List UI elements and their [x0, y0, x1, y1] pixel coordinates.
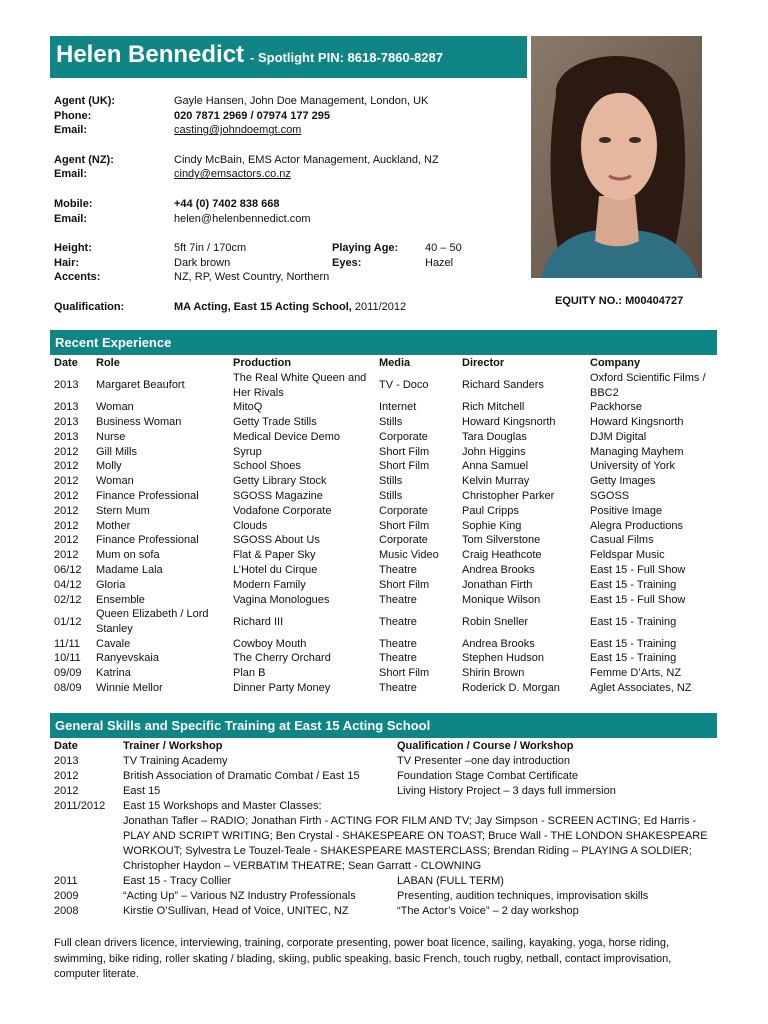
cell-production: Cowboy Mouth	[233, 637, 307, 650]
cell-production: Richard III	[233, 615, 284, 628]
cell-production: The Cherry Orchard	[233, 652, 331, 665]
col-date: Date	[54, 357, 78, 369]
cell-director: Howard Kingsnorth	[462, 416, 556, 429]
col-role: Role	[96, 357, 120, 369]
cell-company: DJM Digital	[590, 430, 647, 443]
skills-row	[54, 784, 718, 799]
skills-header-row	[54, 739, 718, 754]
agent-nz-value: Cindy McBain, EMS Actor Management, Auckland, NZ	[174, 153, 439, 166]
cell-production: Modern Family	[233, 578, 306, 591]
cell-director: Jonathan Firth	[462, 578, 533, 591]
cell-media: Internet	[379, 401, 417, 414]
cell-production: Flat & Paper Sky	[233, 549, 316, 562]
phone-label: Phone:	[54, 109, 92, 122]
eyes-value: Hazel	[425, 256, 454, 269]
table-row	[54, 548, 718, 563]
table-row	[54, 593, 718, 608]
cell-media: Short Film	[379, 667, 430, 680]
cell-date: 2012	[54, 445, 79, 458]
skills-trainer: East 15 Workshops and Master Classes:	[123, 800, 322, 812]
cell-company: East 15 - Full Show	[590, 593, 686, 606]
cell-date: 08/09	[54, 682, 82, 695]
skills-training-list	[54, 739, 718, 919]
table-row	[54, 474, 718, 489]
cell-director: Rich Mitchell	[462, 401, 525, 414]
skills-date: 2008	[54, 905, 79, 917]
cell-role: Gill Mills	[96, 445, 137, 458]
table-row	[54, 519, 718, 534]
cell-director: Tara Douglas	[462, 430, 527, 443]
cell-role: Winnie Mellor	[96, 682, 163, 695]
cell-role: Finance Professional	[96, 490, 199, 503]
cell-media: Theatre	[379, 593, 417, 606]
cell-production: Clouds	[233, 519, 268, 532]
experience-header-row	[54, 356, 718, 371]
cell-director: Paul Cripps	[462, 504, 519, 517]
skills-qualification: “The Actor’s Voice” – 2 day workshop	[397, 905, 579, 917]
cell-role: Queen Elizabeth / Lord Stanley	[96, 608, 209, 635]
cell-role: Stern Mum	[96, 504, 150, 517]
cell-production: Syrup	[233, 445, 262, 458]
cell-director: John Higgins	[462, 445, 526, 458]
cell-media: Corporate	[379, 504, 428, 517]
cell-role: Woman	[96, 401, 134, 414]
cell-date: 2012	[54, 490, 79, 503]
cell-company: East 15 - Training	[590, 652, 677, 665]
email-nz-label: Email:	[54, 168, 88, 181]
playing-age-value: 40 – 50	[425, 242, 462, 255]
cell-media: Short Film	[379, 460, 430, 473]
skills-qualification: Presenting, audition techniques, improvisation skills	[397, 890, 649, 902]
cell-role: Business Woman	[96, 416, 182, 429]
table-row	[54, 445, 718, 460]
cell-media: Short Film	[379, 578, 430, 591]
cell-production: Vodafone Corporate	[233, 504, 332, 517]
cell-director: Shirin Brown	[462, 667, 525, 680]
skills-date: 2011/2012	[54, 800, 106, 812]
skills-training-heading: General Skills and Specific Training at East 15 Acting School	[50, 713, 717, 738]
table-row	[54, 637, 718, 652]
cell-director: Robin Sneller	[462, 615, 529, 628]
col-company: Company	[590, 357, 641, 369]
cell-date: 11/11	[54, 637, 80, 650]
cell-date: 06/12	[54, 564, 82, 577]
hair-value: Dark brown	[174, 256, 231, 269]
eyes-label: Eyes:	[332, 256, 362, 269]
cell-company: Alegra Productions	[590, 519, 683, 532]
skills-row	[54, 799, 718, 814]
cell-company: Howard Kingsnorth	[590, 416, 684, 429]
skills-trainer: East 15 - Tracy Collier	[123, 875, 232, 887]
skills-trainer: Kirstie O’Sullivan, Head of Voice, UNITEC, NZ	[123, 905, 349, 917]
table-row	[54, 371, 718, 400]
cell-director: Stephen Hudson	[462, 652, 544, 665]
cell-role: Ranyevskaia	[96, 652, 159, 665]
table-row	[54, 400, 718, 415]
skills-date: 2011	[54, 875, 78, 887]
cell-role: Mother	[96, 519, 131, 532]
skills-qualification: TV Presenter –one day introduction	[397, 755, 571, 767]
cell-role: Ensemble	[96, 593, 145, 606]
table-row	[54, 489, 718, 504]
cell-role: Margaret Beaufort	[96, 379, 185, 392]
email-uk-link[interactable]: casting@johndoemgt.com	[174, 124, 302, 137]
cell-media: Theatre	[379, 615, 417, 628]
qualification-years: 2011/2012	[351, 300, 407, 313]
cell-company: Getty Images	[590, 475, 656, 488]
skills-trainer: East 15	[123, 785, 161, 797]
cell-date: 2012	[54, 519, 79, 532]
spotlight-pin: - Spotlight PIN: 8618-7860-8287	[250, 50, 443, 65]
email-personal-label: Email:	[54, 212, 88, 225]
name-banner	[50, 36, 527, 78]
qualification-degree: MA Acting, East 15 Acting School,	[174, 300, 352, 313]
cell-production: Getty Library Stock	[233, 475, 327, 488]
table-row	[54, 607, 718, 636]
skills-row	[54, 904, 718, 919]
cell-date: 2012	[54, 475, 79, 488]
cell-date: 09/09	[54, 667, 82, 680]
table-row	[54, 681, 718, 696]
cell-media: Theatre	[379, 637, 417, 650]
cell-media: Stills	[379, 416, 403, 429]
cell-role: Woman	[96, 475, 134, 488]
skills-date: 2009	[54, 890, 79, 902]
cell-date: 2012	[54, 504, 79, 517]
actor-name: Helen Bennedict	[56, 41, 245, 68]
cell-production: Getty Trade Stills	[233, 416, 317, 429]
cell-date: 2013	[54, 379, 79, 392]
cell-media: Corporate	[379, 534, 428, 547]
cell-company: SGOSS	[590, 490, 630, 503]
cell-company: Feldspar Music	[590, 549, 665, 562]
skills-col-qualification: Qualification / Course / Workshop	[397, 740, 574, 752]
skills-row	[54, 874, 718, 889]
accents-label: Accents:	[54, 271, 101, 284]
cell-media: Corporate	[379, 430, 428, 443]
mobile-value: +44 (0) 7402 838 668	[174, 197, 280, 210]
cell-production: SGOSS About Us	[233, 534, 320, 547]
cell-media: Short Film	[379, 519, 430, 532]
qualification-value	[174, 300, 406, 315]
cell-director: Anna Samuel	[462, 460, 529, 473]
cell-production: Dinner Party Money	[233, 682, 331, 695]
table-row	[54, 459, 718, 474]
mobile-label: Mobile:	[54, 197, 93, 210]
cell-media: Stills	[379, 490, 403, 503]
cell-media: Theatre	[379, 564, 417, 577]
cell-production: The Real White Queen and Her Rivals	[233, 372, 367, 399]
agent-uk-label: Agent (UK):	[54, 95, 116, 107]
cell-role: Katrina	[96, 667, 131, 680]
contact-details	[54, 94, 524, 315]
email-personal-value: helen@helenbennedict.com	[174, 212, 311, 225]
cell-production: SGOSS Magazine	[233, 490, 323, 503]
cell-company: East 15 - Training	[590, 615, 677, 628]
cell-company: East 15 - Training	[590, 637, 677, 650]
skills-trainer: TV Training Academy	[123, 755, 228, 767]
skills-qualification: Foundation Stage Combat Certificate	[397, 770, 578, 782]
cell-director: Monique Wilson	[462, 593, 541, 606]
cell-company: Aglet Associates, NZ	[590, 682, 692, 695]
skills-date: 2013	[54, 755, 79, 767]
table-row	[54, 533, 718, 548]
skills-row	[54, 754, 718, 769]
cell-role: Finance Professional	[96, 534, 199, 547]
masterclass-list: Jonathan Tafler – RADIO; Jonathan Firth - ACTING FOR FILM AND TV; Jay Simpson - SCREEN ACTING; Ed Harris - PLAY AND SCRIPT WRITING; Ben Crystal - SHAKESPEARE ON TOAST; Bruce Wall - THE LONDON SHAKESPEARE WORKOUT; Sylvestra Le Touzel-Teale - SHAKESPEARE MASTERCLASS; Brendan Riding – PLAYING A SOLDIER; Christopher Haydon – VERBATIM THEATRE; Sean Garratt - CLOWNING	[123, 815, 708, 872]
table-row	[54, 430, 718, 445]
cell-company: Femme D’Arts, NZ	[590, 667, 682, 680]
skills-col-trainer: Trainer / Workshop	[123, 740, 223, 752]
cell-date: 10/11	[54, 652, 81, 665]
skills-date: 2012	[54, 770, 79, 782]
table-row	[54, 504, 718, 519]
cell-director: Sophie King	[462, 519, 522, 532]
cell-date: 02/12	[54, 593, 82, 606]
col-media: Media	[379, 357, 411, 369]
table-row	[54, 563, 718, 578]
cell-media: TV - Doco	[379, 379, 429, 392]
cell-role: Cavale	[96, 637, 131, 650]
col-director: Director	[462, 357, 505, 369]
table-row	[54, 415, 718, 430]
skills-row	[54, 889, 718, 904]
email-uk-label: Email:	[54, 124, 88, 137]
cell-director: Andrea Brooks	[462, 564, 535, 577]
cell-director: Christopher Parker	[462, 490, 555, 503]
general-skills-paragraph: Full clean drivers licence, interviewing, training, corporate presenting, power boat licence, sailing, kayaking, yoga, horse riding, swimming, bike riding, roller skating / blading, skiing, public speaking, basic French, touch rugby, netball, contact improvisation, computer literate.	[54, 937, 672, 980]
email-nz-link[interactable]: cindy@emsactors.co.nz	[174, 168, 291, 181]
cell-production: School Shoes	[233, 460, 301, 473]
skills-trainer: “Acting Up” – Various NZ Industry Professionals	[123, 890, 356, 902]
cell-date: 2012	[54, 534, 79, 547]
table-row	[54, 666, 718, 681]
cell-date: 2013	[54, 430, 79, 443]
cell-role: Mum on sofa	[96, 549, 160, 562]
cell-role: Madame Lala	[96, 564, 163, 577]
cell-date: 2013	[54, 401, 79, 414]
cell-company: Casual Films	[590, 534, 654, 547]
qualification-label: Qualification:	[54, 300, 125, 313]
cell-director: Tom Silverstone	[462, 534, 541, 547]
cell-date: 2012	[54, 460, 79, 473]
cell-media: Stills	[379, 475, 403, 488]
hair-label: Hair:	[54, 256, 80, 269]
cell-date: 01/12	[54, 615, 82, 628]
cell-role: Gloria	[96, 578, 126, 591]
skills-date: 2012	[54, 785, 79, 797]
cell-company: Positive Image	[590, 504, 663, 517]
cell-director: Andrea Brooks	[462, 637, 535, 650]
accents-value: NZ, RP, West Country, Northern	[174, 271, 330, 284]
skills-col-date: Date	[54, 740, 78, 752]
cell-media: Short Film	[379, 445, 430, 458]
cell-company: Oxford Scientific Films / BBC2	[590, 372, 706, 399]
cell-company: East 15 - Full Show	[590, 564, 686, 577]
agent-uk-value: Gayle Hansen, John Doe Management, London, UK	[174, 95, 429, 107]
table-row	[54, 651, 718, 666]
cell-company: East 15 - Training	[590, 578, 677, 591]
cell-role: Molly	[96, 460, 122, 473]
cell-production: Vagina Monologues	[233, 593, 330, 606]
cell-director: Roderick D. Morgan	[462, 682, 560, 695]
playing-age-label: Playing Age:	[332, 242, 399, 255]
phone-value: 020 7871 2969 / 07974 177 295	[174, 109, 330, 122]
cell-production: L’Hotel du Cirque	[233, 564, 318, 577]
cell-director: Kelvin Murray	[462, 475, 530, 488]
experience-table	[54, 356, 718, 696]
skills-qualification: Living History Project – 3 days full immersion	[397, 785, 616, 797]
table-row	[54, 578, 718, 593]
recent-experience-heading: Recent Experience	[50, 330, 717, 355]
cell-director: Craig Heathcote	[462, 549, 542, 562]
skills-trainer: British Association of Dramatic Combat / East 15	[123, 770, 360, 782]
col-production: Production	[233, 357, 292, 369]
skills-qualification: LABAN (FULL TERM)	[397, 875, 504, 887]
cell-media: Music Video	[379, 549, 439, 562]
cell-production: Medical Device Demo	[233, 430, 340, 443]
cell-date: 04/12	[54, 578, 82, 591]
equity-number: EQUITY NO.: M00404727	[555, 295, 684, 307]
cell-production: Plan B	[233, 667, 266, 680]
cell-date: 2012	[54, 549, 79, 562]
height-label: Height:	[54, 242, 92, 255]
cell-director: Richard Sanders	[462, 379, 544, 392]
agent-nz-label: Agent (NZ):	[54, 153, 114, 166]
skills-row	[54, 769, 718, 784]
height-value: 5ft 7in / 170cm	[174, 242, 247, 255]
cell-company: University of York	[590, 460, 675, 473]
cell-role: Nurse	[96, 430, 126, 443]
cell-company: Packhorse	[590, 401, 642, 414]
headshot-photo	[531, 36, 702, 278]
cell-company: Managing Mayhem	[590, 445, 684, 458]
cell-production: MitoQ	[233, 401, 263, 414]
cell-media: Theatre	[379, 682, 417, 695]
cell-media: Theatre	[379, 652, 417, 665]
cell-date: 2013	[54, 416, 79, 429]
